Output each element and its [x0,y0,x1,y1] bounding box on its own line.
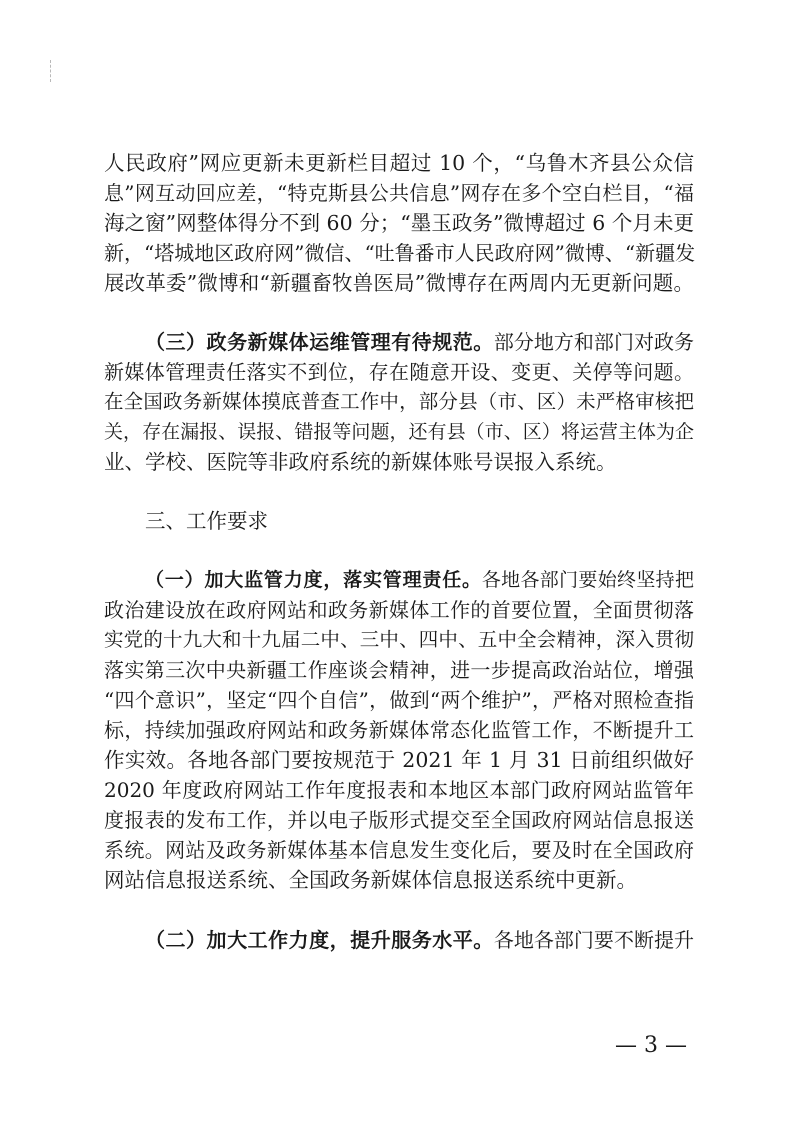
text-line [104,655,694,685]
text-line [104,745,694,775]
line-text: 海之窗”网整体得分不到 60 分；“墨玉政务”微博超过 6 个月未更 [104,211,694,235]
line-text: 人民政府”网应更新未更新栏目超过 10 个，“乌鲁木齐县公众信 [104,151,694,175]
line-text: 新媒体管理责任落实不到位，存在随意开设、变更、关停等问题。 [104,360,694,384]
text-line [145,327,694,357]
text-line [104,835,694,865]
text-line [145,925,694,955]
line-text: 作实效。各地各部门要按规范于 2021 年 1 月 31 日前组织做好 [104,748,694,772]
text-line [104,148,694,178]
line-text: 息”网互动回应差，“特克斯县公共信息”网存在多个空白栏目，“福 [104,181,694,205]
subsection-heading: （三）政务新媒体运维管理有待规范。 [145,330,494,354]
line-text: 政治建设放在政府网站和政务新媒体工作的首要位置，全面贯彻落 [104,598,694,622]
text-line [104,268,694,298]
line-text: 网站信息报送系统、全国政务新媒体信息报送系统中更新。 [104,868,637,892]
line-text: 度报表的发布工作，并以电子版形式提交至全国政府网站信息报送 [104,808,694,832]
text-line [104,865,694,895]
text-line [104,775,694,805]
text-line [104,357,694,387]
subsection-heading: （二）加大工作力度，提升服务水平。 [145,928,494,952]
text-line [145,565,694,595]
text-line [104,178,694,208]
page-number: — 3 — [615,1033,687,1058]
text-line [104,625,694,655]
line-text: 各地各部门要不断提升 [493,928,695,952]
text-line [104,805,694,835]
line-text: “四个意识”，坚定“四个自信”，做到“两个维护”，严格对照检查指 [104,688,694,712]
line-text: 各地各部门要始终坚持把 [481,569,694,591]
line-text: 2020 年度政府网站工作年度报表和本地区本部门政府网站监管年 [104,778,694,802]
section-heading [145,506,694,536]
subsection-heading: （一）加大监管力度，落实管理责任。 [145,569,482,591]
text-line [104,685,694,715]
line-text: 关，存在漏报、误报、错报等问题，还有县（市、区）将运营主体为企 [104,421,694,443]
text-line [104,238,694,268]
text-line [104,208,694,238]
line-text: 展改革委”微博和“新疆畜牧兽医局”微博存在两周内无更新问题。 [104,271,694,295]
line-text: 落实第三次中央新疆工作座谈会精神，进一步提高政治站位，增强 [104,658,694,682]
text-line [104,447,694,477]
line-text: 在全国政务新媒体摸底普查工作中，部分县（市、区）未严格审核把 [104,390,694,413]
text-line [104,595,694,625]
binding-margin-mark [50,60,52,82]
line-text: 实党的十九大和十九届二中、三中、四中、五中全会精神，深入贯彻 [104,628,694,651]
line-text: 新，“塔城地区政府网”微信、“吐鲁番市人民政府网”微博、“新疆发 [104,241,696,265]
line-text: 业、学校、医院等非政府系统的新媒体账号误报入系统。 [104,450,617,474]
line-text: 标，持续加强政府网站和政务新媒体常态化监管工作，不断提升工 [104,718,694,742]
text-line [104,715,694,745]
text-line [104,417,694,447]
line-text: 系统。网站及政务新媒体基本信息发生变化后，要及时在全国政府 [104,838,694,862]
text-line [104,387,694,417]
line-text: 部分地方和部门对政务 [493,330,695,354]
line-text: 三、工作要求 [145,509,268,533]
